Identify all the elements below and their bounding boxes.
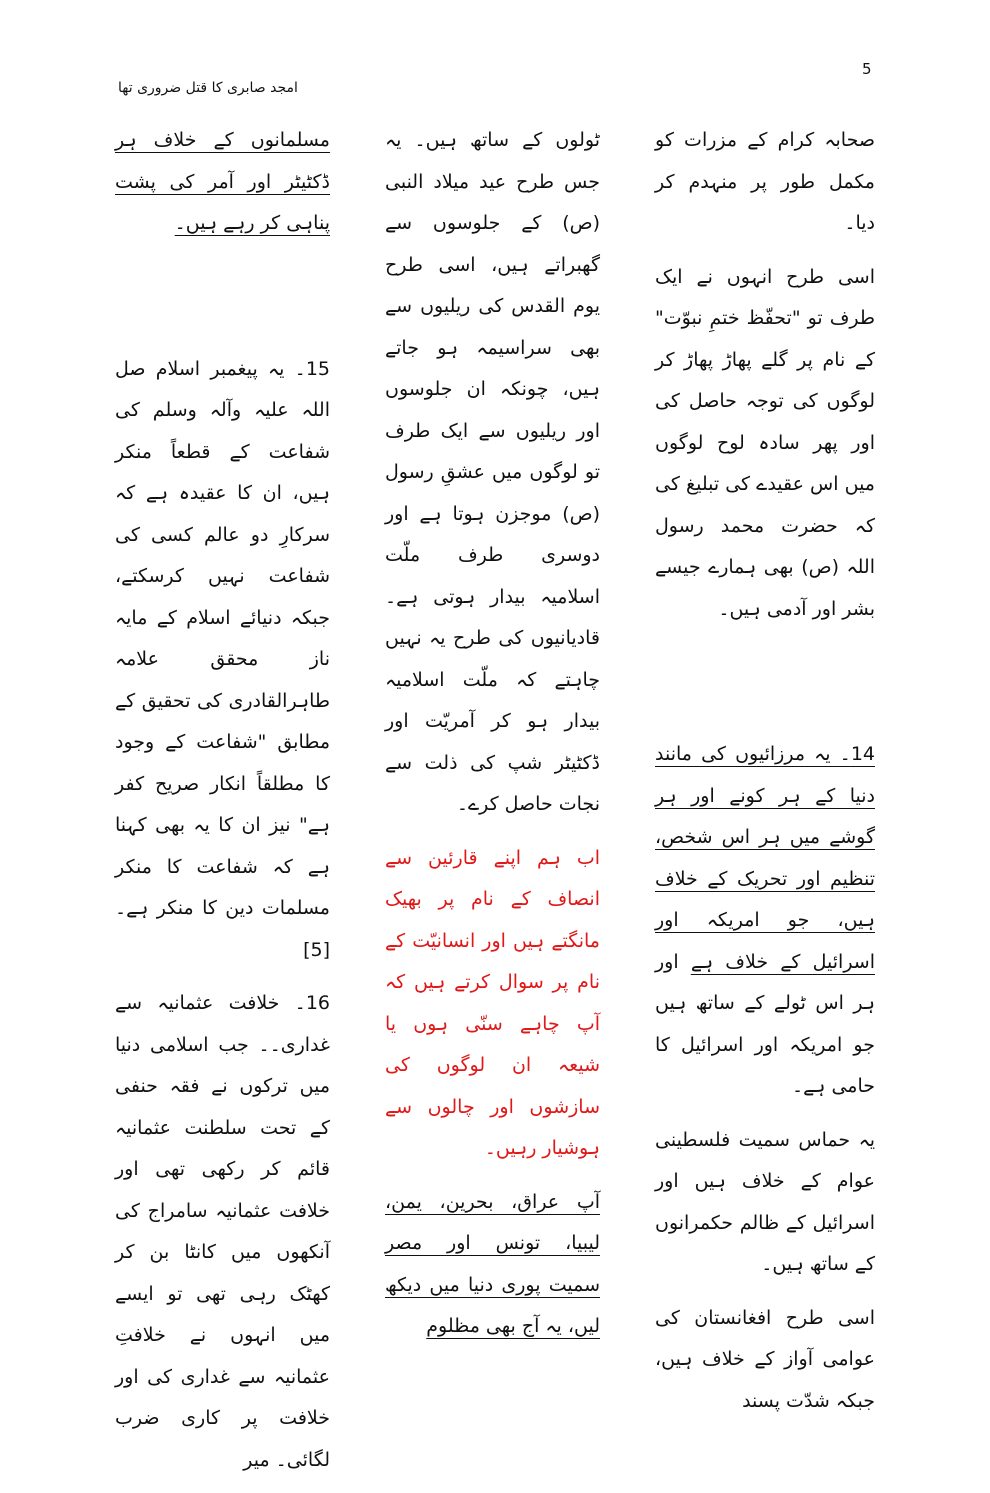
paragraph: 16۔ خلافت عثمانیہ سے غداری۔۔ جب اسلامی دنیا میں ترکوں نے فقہ حنفی کے تحت سلطنت عثمانیہ قائم کر رکھی تھی اور خلافت عثمانیہ سامراج کی آنکھوں میں کانٹا بن کر کھٹک رہی تھی تو ایسے میں انہوں نے خلافتِ عثمانیہ سے غداری کی اور خلافت پر کاری ضرب لگائی۔ میر: [115, 992, 330, 1471]
running-header: امجد صابری کا قتل ضروری تھا: [118, 80, 298, 96]
column-left: [115, 120, 330, 1493]
column-right: [655, 120, 875, 1434]
page-number: 5: [862, 60, 872, 78]
spacer: [115, 257, 330, 349]
paragraph: [655, 734, 875, 1108]
paragraph: اسی طرح انہوں نے ایک طرف تو "تحفّظ ختمِ نبوّت" کے نام پر گلے پھاڑ پھاڑ کر لوگوں کی توجہ حاصل کی اور پھر سادہ لوح لوگوں میں اس عقیدے کی تبلیغ کی کہ حضرت محمد رسول اللہ (ص) بھی ہمارے جیسے بشر اور آدمی ہیں۔: [655, 265, 875, 620]
column-middle: [385, 120, 600, 1360]
paragraph: صحابہ کرام کے مزرات کو مکمل طور پر منہدم کر دیا۔: [655, 129, 875, 234]
paragraph: یہ حماس سمیت فلسطینی عوام کے خلاف ہیں اور اسرائیل کے ظالم حکمرانوں کے ساتھ ہیں۔: [655, 1128, 875, 1275]
paragraph: اسی طرح افغانستان کی عوامی آواز کے خلاف ہیں، جبکہ شدّت پسند: [655, 1306, 875, 1412]
paragraph: 15۔ یہ پیغمبر اسلام صل اللہ علیہ وآلہ وسلم کی شفاعت کے قطعاً منکر ہیں، ان کا عقیدہ ہے کہ سرکارِ دو عالم کسی کی شفاعت نہیں کرسکتے، جبکہ دنیائے اسلام کے مایہ ناز محقق علامہ طاہرالقادری کی تحقیق کے مطابق "شفاعت کے وجود کا مطلقاً انکار صریح کفر ہے" نیز ان کا یہ بھی کہنا ہے کہ شفاعت کا منکر مسلمات دین کا منکر ہے۔[5]: [115, 357, 330, 961]
text: اور ہر اس ٹولے کے ساتھ ہیں جو امریکہ اور اسرائیل کا حامی ہے۔: [655, 950, 875, 1097]
underlined-text: 14۔ یہ مرزائیوں کی مانند دنیا کے ہر کونے اور ہر گوشے میں ہر اس شخص، تنظیم اور تحریک کے خلاف ہیں، جو امریکہ اور اسرائیل کے خلاف ہے: [655, 743, 875, 973]
highlighted-red-paragraph: اب ہم اپنے قارئین سے انصاف کے نام پر بھیک مانگتے ہیں اور انسانیّت کے نام پر سوال کرتے ہیں کہ آپ چاہے سنّی ہوں یا شیعہ ان لوگوں کی سازشوں اور چالوں سے ہوشیار رہیں۔: [385, 846, 600, 1159]
spacer: [655, 642, 875, 734]
underlined-paragraph: آپ عراق، بحرین، یمن، لیبیا، تونس اور مصر سمیت پوری دنیا میں دیکھ لیں، یہ آج بھی مظلوم: [385, 1190, 600, 1337]
paragraph: ٹولوں کے ساتھ ہیں۔ یہ جس طرح عید میلاد النبی (ص) کے جلوسوں سے گھبراتے ہیں، اسی طرح یوم القدس کی ریلیوں سے بھی سراسیمہ ہو جاتے ہیں، چونکہ ان جلوسوں اور ریلیوں سے ایک طرف تو لوگوں میں عشقِ رسول (ص) موجزن ہوتا ہے اور دوسری طرف ملّت اسلامیہ بیدار ہوتی ہے۔ قادیانیوں کی طرح یہ نہیں چاہتے کہ ملّت اسلامیہ بیدار ہو کر آمریّت اور ڈکٹیٹر شپ کی ذلت سے نجات حاصل کرے۔: [385, 129, 600, 815]
underlined-paragraph: مسلمانوں کے خلاف ہر ڈکٹیٹر اور آمر کی پشت پناہی کر رہے ہیں۔: [115, 129, 330, 234]
